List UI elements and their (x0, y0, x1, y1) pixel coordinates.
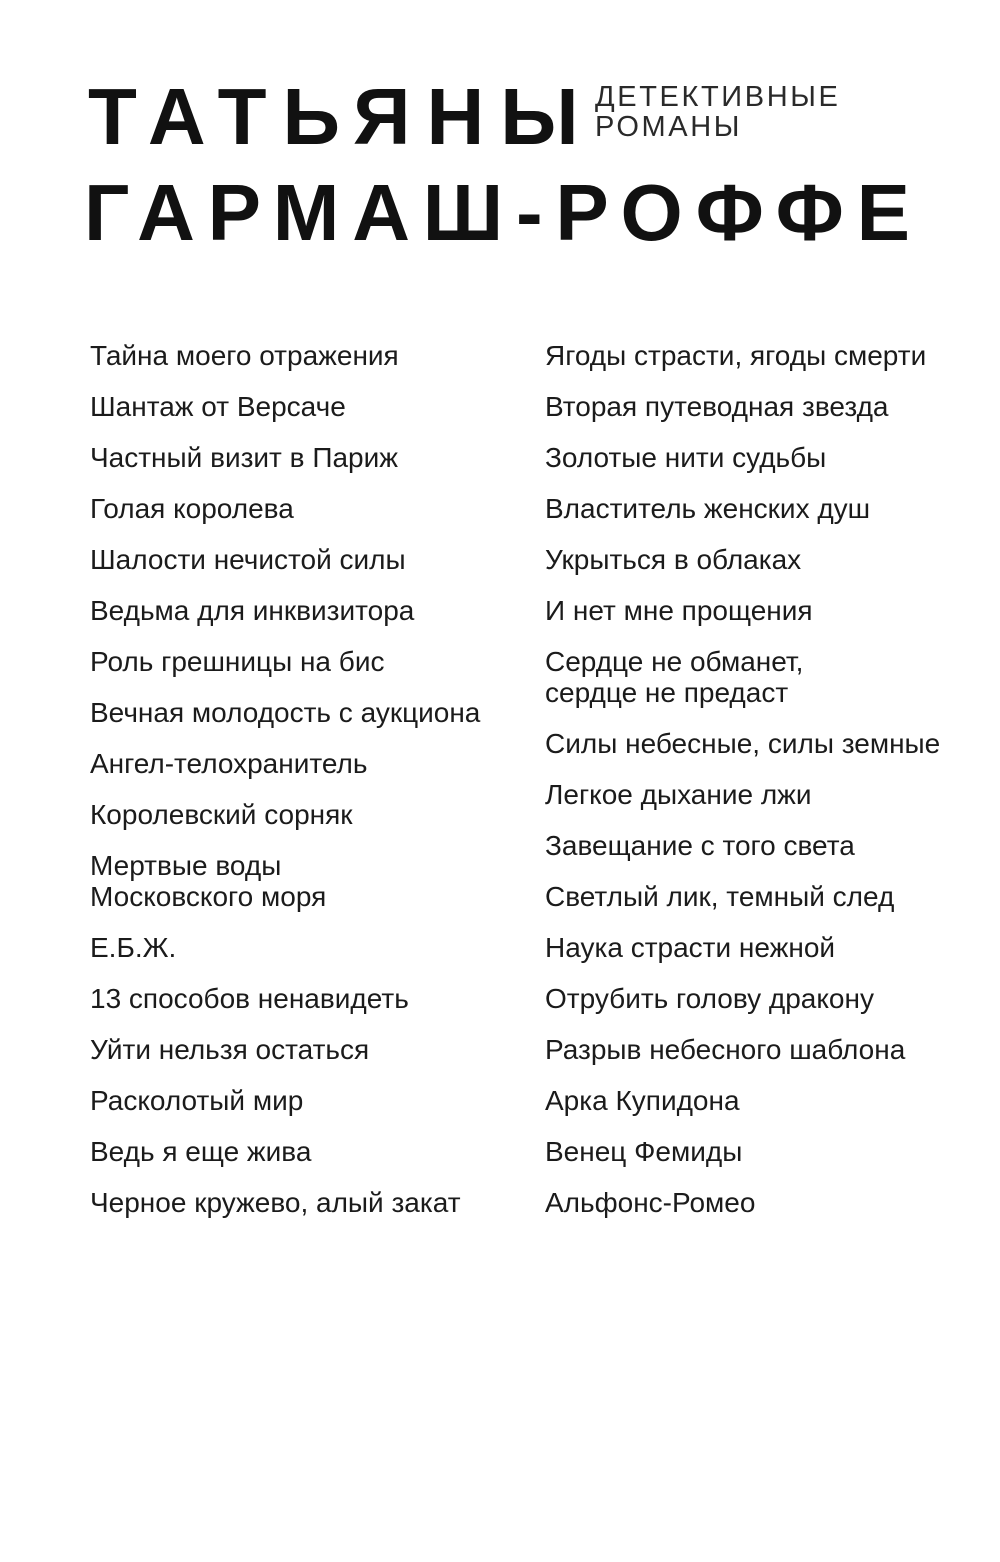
book-list-right-column (545, 340, 940, 1218)
book-title-item (545, 646, 940, 708)
book-title-item (545, 1136, 940, 1167)
book-title-line: Золотые нити судьбы (545, 442, 827, 473)
book-title-line: Силы небесные, силы земные (545, 728, 941, 759)
series-label-line1: ДЕТЕКТИВНЫЕ (595, 81, 841, 113)
book-title-item (545, 595, 940, 626)
book-title-line: Московского моря (90, 881, 327, 912)
book-title-line: Мертвые воды (90, 850, 282, 881)
book-title-line: Сердце не обманет, (545, 646, 804, 677)
book-title-item (545, 983, 940, 1014)
book-title-item (545, 493, 940, 524)
book-title-item (545, 779, 940, 810)
book-title-item (90, 983, 480, 1014)
book-title-item (545, 728, 940, 759)
book-title-item (545, 340, 940, 371)
book-title-line: Тайна моего отражения (90, 340, 399, 371)
book-title-item (90, 646, 480, 677)
book-title-line: Завещание с того света (545, 830, 855, 861)
book-title-item (90, 1136, 480, 1167)
book-title-item (90, 697, 480, 728)
book-title-item (545, 932, 940, 963)
book-title-line: Светлый лик, темный след (545, 881, 895, 912)
book-title-item (90, 595, 480, 626)
book-title-line: Частный визит в Париж (90, 442, 398, 473)
book-title-item (90, 340, 480, 371)
book-title-item (545, 544, 940, 575)
series-label (595, 82, 841, 142)
book-title-line: 13 способов ненавидеть (90, 983, 409, 1014)
book-title-line: Разрыв небесного шаблона (545, 1034, 906, 1065)
book-title-item (545, 1034, 940, 1065)
book-title-item (90, 1034, 480, 1065)
book-title-line: Властитель женских душ (545, 493, 871, 524)
book-title-line: Шалости нечистой силы (90, 544, 406, 575)
book-title-item (90, 391, 480, 422)
book-title-line: Е.Б.Ж. (90, 932, 177, 963)
book-title-line: Черное кружево, алый закат (90, 1187, 461, 1218)
book-title-item (90, 1187, 480, 1218)
book-title-line: И нет мне прощения (545, 595, 813, 626)
book-title-item (90, 493, 480, 524)
book-title-line: Отрубить голову дракону (545, 983, 874, 1014)
book-title-item (90, 932, 480, 963)
book-title-item (90, 850, 480, 912)
book-title-line: Шантаж от Версаче (90, 391, 346, 422)
book-title-item (545, 391, 940, 422)
book-title-line: Уйти нельзя остаться (90, 1034, 370, 1065)
book-title-line: Укрыться в облаках (545, 544, 802, 575)
book-title-item (545, 830, 940, 861)
series-label-line2: РОМАНЫ (595, 111, 743, 143)
book-title-line: Венец Фемиды (545, 1136, 743, 1167)
author-name-line2: ГАРМАШ-РОФФЕ (84, 168, 923, 257)
book-title-line: Ангел-телохранитель (90, 748, 368, 779)
book-title-line: Арка Купидона (545, 1085, 740, 1116)
book-list-left-column (90, 340, 480, 1218)
book-title-item (90, 748, 480, 779)
book-title-line: Роль грешницы на бис (90, 646, 385, 677)
author-name-line1: ТАТЬЯНЫ (88, 72, 595, 161)
book-title-item (90, 442, 480, 473)
book-title-line: Наука страсти нежной (545, 932, 836, 963)
book-title-item (90, 799, 480, 830)
book-title-item (545, 1187, 940, 1218)
book-title-line: Ведь я еще жива (90, 1136, 312, 1167)
book-title-item (90, 544, 480, 575)
book-title-item (545, 442, 940, 473)
book-title-line: Ведьма для инквизитора (90, 595, 415, 626)
book-title-line: Ягоды страсти, ягоды смерти (545, 340, 927, 371)
book-title-item (90, 1085, 480, 1116)
book-title-item (545, 1085, 940, 1116)
book-title-line: Королевский сорняк (90, 799, 353, 830)
book-title-line: Легкое дыхание лжи (545, 779, 812, 810)
book-title-line: Альфонс-Ромео (545, 1187, 756, 1218)
book-title-line: сердце не предаст (545, 677, 789, 708)
book-title-line: Расколотый мир (90, 1085, 304, 1116)
book-title-item (545, 881, 940, 912)
book-title-line: Голая королева (90, 493, 294, 524)
book-title-line: Вторая путеводная звезда (545, 391, 889, 422)
book-title-line: Вечная молодость с аукциона (90, 697, 481, 728)
